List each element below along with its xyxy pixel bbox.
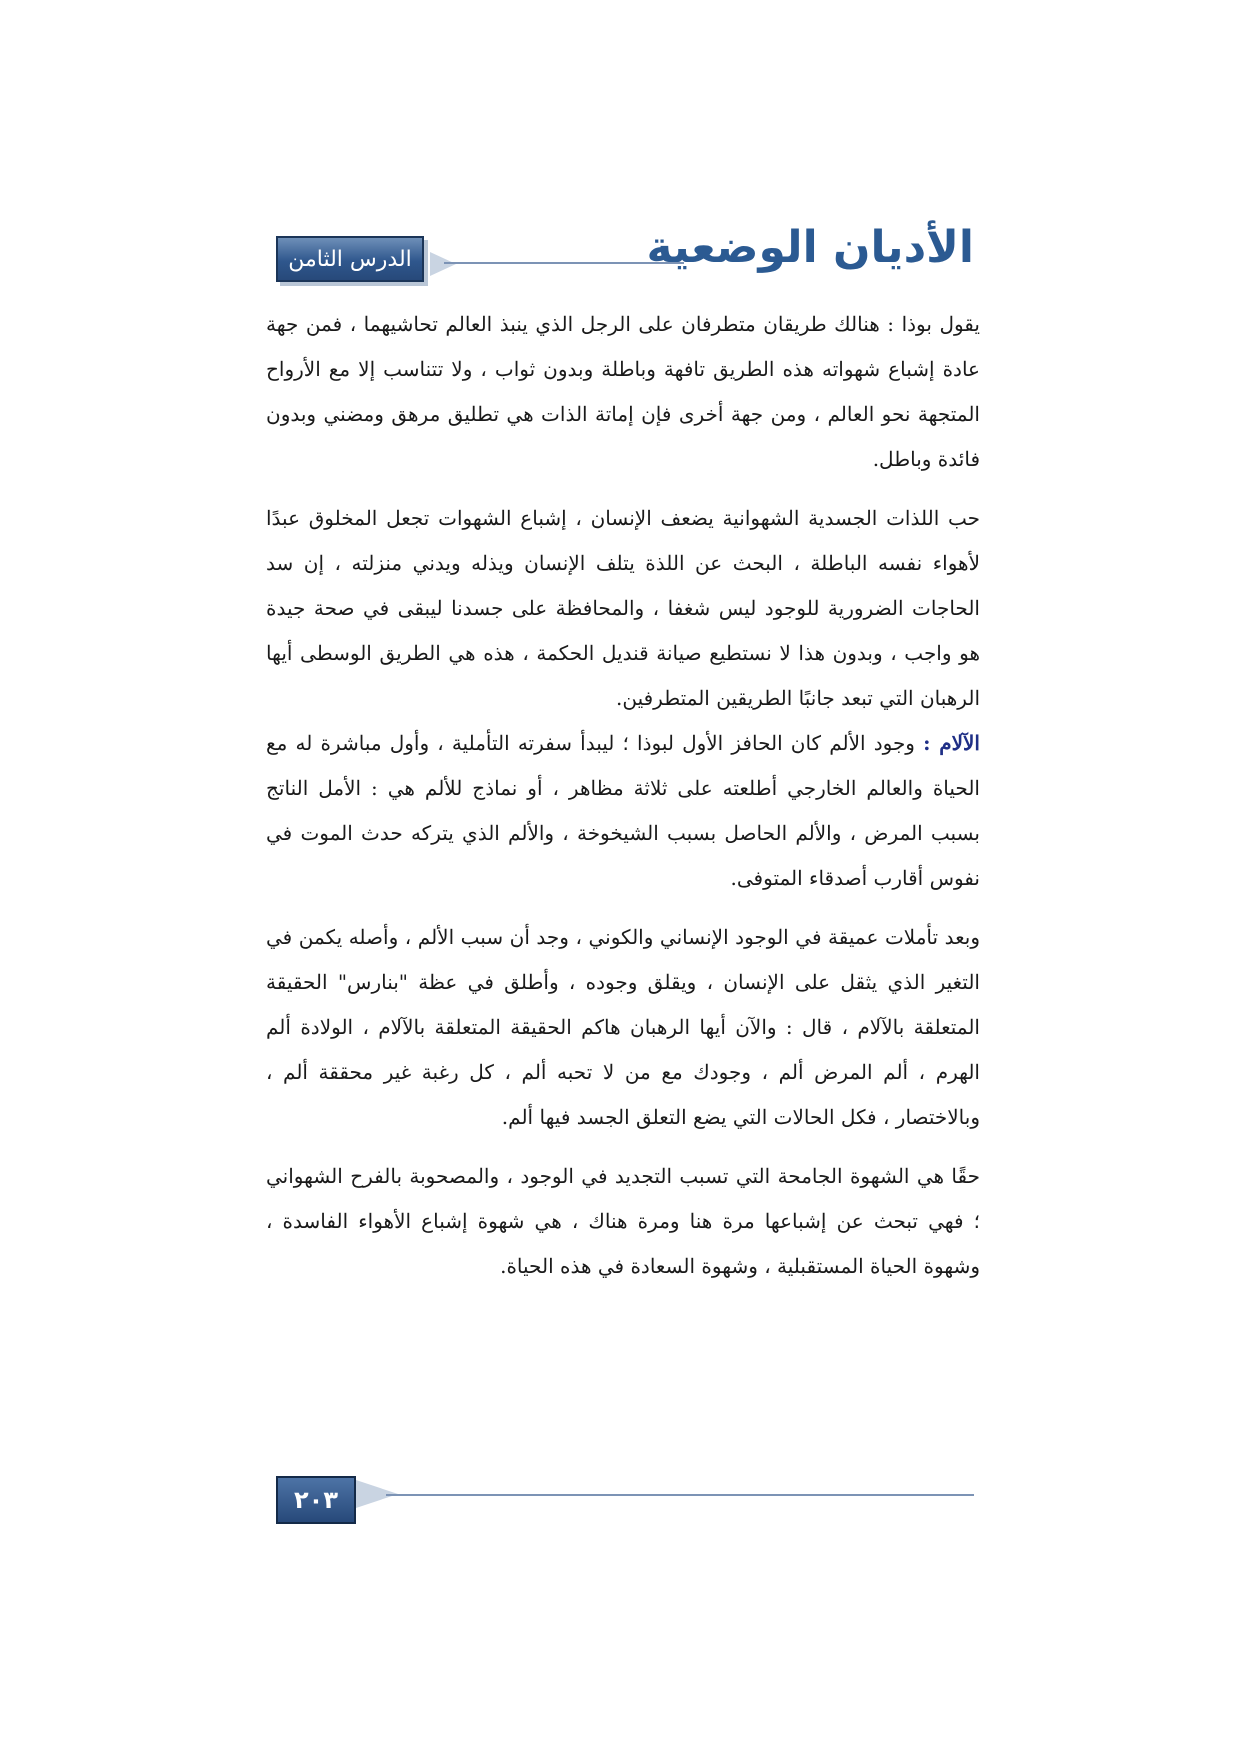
page-header xyxy=(272,222,974,290)
paragraph-4: وبعد تأملات عميقة في الوجود الإنساني والكوني ، وجد أن سبب الألم ، وأصله يكمن في التغير الذي يثقل على الإنسان ، ويقلق وجوده ، وأطلق في عظة "بنارس" الحقيقة المتعلقة بالآلام ، قال : والآن أيها الرهبان هاكم الحقيقة المتعلقة بالآلام ، الولادة ألم الهرم ، ألم المرض ألم ، وجودك مع من لا تحبه ألم ، كل رغبة غير محققة ألم ، وبالاختصار ، فكل الحالات التي يضع التعلق الجسد فيها ألم. xyxy=(266,925,980,1129)
paragraph-3-text: وجود الألم كان الحافز الأول لبوذا ؛ ليبدأ سفرته التأملية ، وأول مباشرة له مع الحياة والعالم الخارجي أطلعته على ثلاثة مظاهر ، أو نماذج للألم هي : الأمل الناتج بسبب المرض ، والألم الحاصل بسبب الشيخوخة ، والألم الذي يتركه حدث الموت في نفوس أقارب أصدقاء المتوفى. xyxy=(266,731,980,890)
footer-rule xyxy=(386,1494,974,1496)
page-number: ٢٠٣ xyxy=(276,1476,356,1524)
paragraph-1: يقول بوذا : هنالك طريقان متطرفان على الرجل الذي ينبذ العالم تحاشيهما ، فمن جهة عادة إشباع شهواته هذه الطريق تافهة وباطلة وبدون ثواب ، ولا تتناسب إلا مع الأرواح المتجهة نحو العالم ، ومن جهة أخرى فإن إماتة الذات هي تطليق مرهق ومضني وبدون فائدة وباطل. xyxy=(266,312,980,471)
paragraph-2-text: حب اللذات الجسدية الشهوانية يضعف الإنسان ، إشباع الشهوات تجعل المخلوق عبدًا لأهواء نفسه الباطلة ، البحث عن اللذة يتلف الإنسان ويذله ويدني منزلته ، إن سد الحاجات الضرورية للوجود ليس شغفا ، والمحافظة على جسدنا ليبقى في صحة جيدة هو واجب ، وبدون هذا لا نستطيع صيانة قنديل الحكمة ، هذه هي الطريق الوسطى أيها الرهبان التي تبعد جانبًا الطريقين المتطرفين. xyxy=(266,506,980,710)
paragraph-5: حقًا هي الشهوة الجامحة التي تسبب التجديد في الوجود ، والمصحوبة بالفرح الشهواني ؛ فهي تبحث عن إشباعها مرة هنا ومرة هناك ، هي شهوة إشباع الأهواء الفاسدة ، وشهوة الحياة المستقبلية ، وشهوة السعادة في هذه الحياة. xyxy=(266,1164,980,1278)
term-heading: الآلام : xyxy=(923,731,980,755)
page-body xyxy=(266,302,980,1303)
chapter-label: الدرس الثامن xyxy=(276,236,424,282)
paragraph-2 xyxy=(266,496,980,901)
book-title: الأديان الوضعية xyxy=(646,222,974,273)
header-wedge xyxy=(430,252,456,276)
page-footer xyxy=(276,1476,974,1526)
